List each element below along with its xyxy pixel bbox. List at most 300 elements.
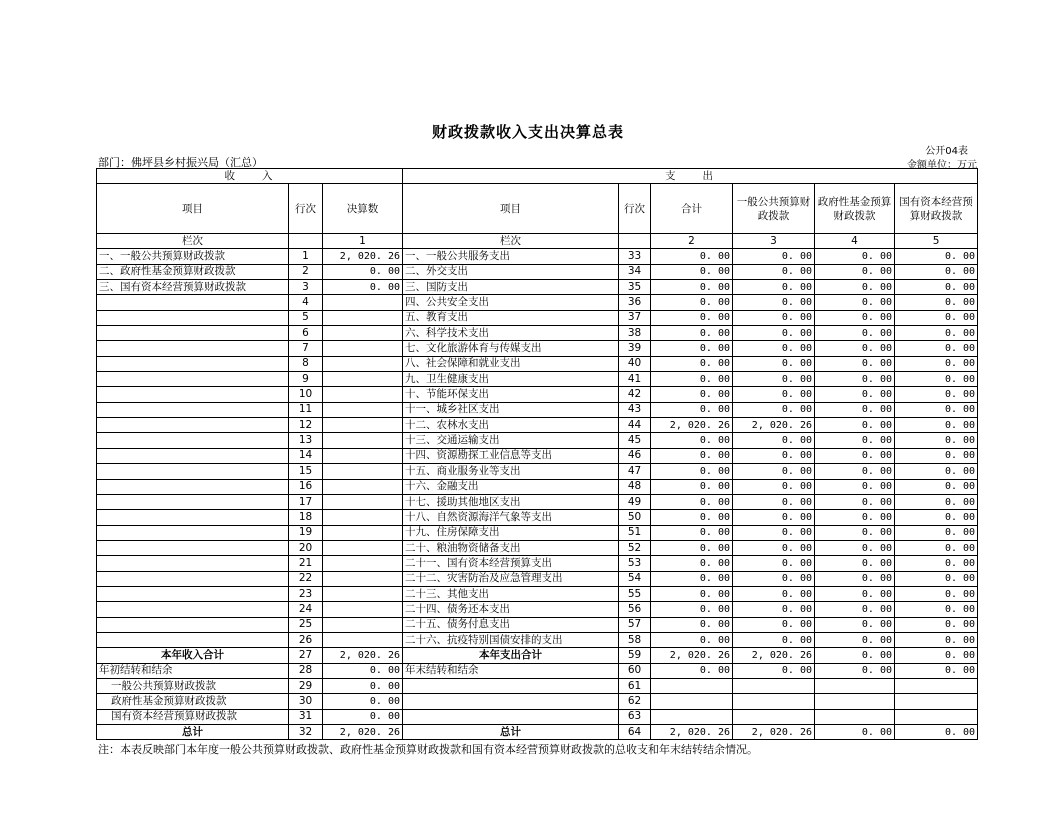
expense-general: 0. 00: [733, 632, 815, 647]
expense-line: 56: [619, 602, 651, 617]
income-line: 25: [289, 617, 323, 632]
expense-general: 0. 00: [733, 556, 815, 571]
expense-total: 0. 00: [651, 617, 733, 632]
income-value: [323, 540, 403, 555]
table-row: [97, 617, 978, 632]
expense-item: 十五、商业服务业等支出: [403, 464, 619, 479]
expense-line: 35: [619, 280, 651, 295]
form-code: 公开04表: [925, 146, 968, 157]
expense-total: 0. 00: [651, 280, 733, 295]
expense-line: 44: [619, 418, 651, 433]
table-row: [97, 326, 978, 341]
empty-cell: [403, 694, 619, 709]
income-value: 2, 020. 26: [323, 249, 403, 264]
income-value: [323, 556, 403, 571]
sub-row: [97, 694, 978, 709]
expense-line: 46: [619, 448, 651, 463]
income-section-title: 收 入: [97, 169, 403, 184]
table-row: [97, 356, 978, 371]
income-line: 27: [289, 648, 323, 663]
expense-line: 63: [619, 709, 651, 724]
expense-item: 二十、粮油物资储备支出: [403, 540, 619, 555]
expense-line: 48: [619, 479, 651, 494]
income-item: [97, 586, 289, 601]
expense-line: 41: [619, 372, 651, 387]
income-line: 19: [289, 525, 323, 540]
income-sub-label: 一般公共预算财政拨款: [97, 678, 289, 693]
table-row: [97, 341, 978, 356]
expense-fund: 0. 00: [815, 525, 895, 540]
expense-line: 36: [619, 295, 651, 310]
income-line: 2: [289, 264, 323, 279]
table-row: [97, 494, 978, 509]
expense-item: 十七、援助其他地区支出: [403, 494, 619, 509]
income-item: [97, 295, 289, 310]
income-line: 20: [289, 540, 323, 555]
expense-general: 0. 00: [733, 586, 815, 601]
income-line: 23: [289, 586, 323, 601]
income-item: [97, 433, 289, 448]
expense-item: 六、科学技术支出: [403, 326, 619, 341]
expense-general: 0. 00: [733, 464, 815, 479]
expense-item: 十、节能环保支出: [403, 387, 619, 402]
expense-state: 0. 00: [895, 402, 978, 417]
expense-general: 0. 00: [733, 602, 815, 617]
col-label2: 栏次: [403, 234, 619, 249]
sub-row: [97, 678, 978, 693]
income-value: [323, 479, 403, 494]
expense-label: 本年支出合计: [403, 648, 619, 663]
expense-item: 四、公共安全支出: [403, 295, 619, 310]
income-value: 0. 00: [323, 264, 403, 279]
expense-total: 0. 00: [651, 448, 733, 463]
income-sub-label: 国有资本经营预算财政拨款: [97, 709, 289, 724]
expense-state: 0. 00: [895, 494, 978, 509]
expense-line: 49: [619, 494, 651, 509]
income-value: [323, 433, 403, 448]
expense-general: 0. 00: [733, 387, 815, 402]
income-label: 本年收入合计: [97, 648, 289, 663]
empty-cell: [733, 694, 815, 709]
income-line: 21: [289, 556, 323, 571]
expense-line: 60: [619, 663, 651, 678]
header-line: 行次: [289, 184, 323, 234]
table-row: [97, 418, 978, 433]
budget-table: [96, 168, 978, 740]
expense-total: 0. 00: [651, 295, 733, 310]
expense-fund: 0. 00: [815, 725, 895, 740]
expense-total: 0. 00: [651, 387, 733, 402]
unit-label: 金额单位：万元: [907, 160, 977, 171]
income-item: 一、一般公共预算财政拨款: [97, 249, 289, 264]
income-value: [323, 402, 403, 417]
expense-fund: 0. 00: [815, 372, 895, 387]
expense-state: 0. 00: [895, 540, 978, 555]
income-item: [97, 479, 289, 494]
income-line: 1: [289, 249, 323, 264]
table-row: [97, 586, 978, 601]
income-line: 7: [289, 341, 323, 356]
expense-total: 0. 00: [651, 540, 733, 555]
income-item: [97, 356, 289, 371]
expense-fund: 0. 00: [815, 280, 895, 295]
income-label: 年初结转和结余: [97, 663, 289, 678]
expense-total: 0. 00: [651, 464, 733, 479]
expense-general: 0. 00: [733, 310, 815, 325]
expense-total: 0. 00: [651, 556, 733, 571]
expense-fund: 0. 00: [815, 264, 895, 279]
expense-fund: 0. 00: [815, 510, 895, 525]
expense-state: 0. 00: [895, 510, 978, 525]
empty-cell: [403, 678, 619, 693]
expense-line: 52: [619, 540, 651, 555]
expense-line: 53: [619, 556, 651, 571]
income-value: [323, 341, 403, 356]
empty-cell: [815, 709, 895, 724]
expense-item: 三、国防支出: [403, 280, 619, 295]
expense-general: 0. 00: [733, 479, 815, 494]
expense-line: 45: [619, 433, 651, 448]
expense-fund: 0. 00: [815, 356, 895, 371]
income-item: [97, 387, 289, 402]
income-item: [97, 341, 289, 356]
empty-cell: [651, 678, 733, 693]
income-line: 26: [289, 632, 323, 647]
expense-line: 54: [619, 571, 651, 586]
expense-general: 0. 00: [733, 249, 815, 264]
expense-state: 0. 00: [895, 295, 978, 310]
expense-state: 0. 00: [895, 341, 978, 356]
table-row: [97, 264, 978, 279]
expense-item: 十四、资源勘探工业信息等支出: [403, 448, 619, 463]
header-fund: 政府性基金预算财政拨款: [815, 184, 895, 234]
col-num-2: 2: [651, 234, 733, 249]
expense-item: 二十六、抗疫特别国债安排的支出: [403, 632, 619, 647]
income-value: [323, 356, 403, 371]
table-row: [97, 479, 978, 494]
expense-total: 0. 00: [651, 372, 733, 387]
expense-general: 0. 00: [733, 356, 815, 371]
expense-general: 0. 00: [733, 540, 815, 555]
table-row: [97, 402, 978, 417]
expense-item: 八、社会保障和就业支出: [403, 356, 619, 371]
expense-total: 2, 020. 26: [651, 648, 733, 663]
expense-item: 二、外交支出: [403, 264, 619, 279]
expense-state: 0. 00: [895, 310, 978, 325]
expense-fund: 0. 00: [815, 448, 895, 463]
income-line: 3: [289, 280, 323, 295]
expense-general: 0. 00: [733, 264, 815, 279]
expense-state: 0. 00: [895, 525, 978, 540]
header-state: 国有资本经营预算财政拨款: [895, 184, 978, 234]
expense-general: 0. 00: [733, 341, 815, 356]
expense-state: 0. 00: [895, 280, 978, 295]
income-line: 5: [289, 310, 323, 325]
column-number-row: [97, 234, 978, 249]
income-line: 30: [289, 694, 323, 709]
income-line: 9: [289, 372, 323, 387]
expense-state: 0. 00: [895, 632, 978, 647]
expense-general: 0. 00: [733, 372, 815, 387]
col-num-1: 1: [323, 234, 403, 249]
expense-fund: 0. 00: [815, 586, 895, 601]
expense-state: 0. 00: [895, 448, 978, 463]
table-row: [97, 540, 978, 555]
expense-item: 十一、城乡社区支出: [403, 402, 619, 417]
table-row: [97, 387, 978, 402]
expense-fund: 0. 00: [815, 540, 895, 555]
expense-item: 十三、交通运输支出: [403, 433, 619, 448]
col-num-3: 3: [733, 234, 815, 249]
header-line2: 行次: [619, 184, 651, 234]
expense-general: 0. 00: [733, 280, 815, 295]
expense-line: 39: [619, 341, 651, 356]
expense-item: 一、一般公共服务支出: [403, 249, 619, 264]
income-line: 12: [289, 418, 323, 433]
income-value: 2, 020. 26: [323, 725, 403, 740]
income-line: 15: [289, 464, 323, 479]
expense-item: 十二、农林水支出: [403, 418, 619, 433]
expense-total: 0. 00: [651, 586, 733, 601]
income-line: 18: [289, 510, 323, 525]
income-line: 28: [289, 663, 323, 678]
table-row: [97, 280, 978, 295]
header-item2: 项目: [403, 184, 619, 234]
table-row: [97, 525, 978, 540]
expense-line: 55: [619, 586, 651, 601]
empty-cell: [895, 694, 978, 709]
empty-cell: [651, 694, 733, 709]
expense-line: 40: [619, 356, 651, 371]
expense-total: 0. 00: [651, 310, 733, 325]
header-general: 一般公共预算财政拨款: [733, 184, 815, 234]
expense-fund: 0. 00: [815, 617, 895, 632]
expense-total: 0. 00: [651, 510, 733, 525]
grand-total-row: [97, 725, 978, 740]
expense-fund: 0. 00: [815, 310, 895, 325]
income-value: 0. 00: [323, 694, 403, 709]
sub-row: [97, 709, 978, 724]
col-num-5: 5: [895, 234, 978, 249]
expense-general: 0. 00: [733, 448, 815, 463]
income-line: 17: [289, 494, 323, 509]
expense-total: 0. 00: [651, 356, 733, 371]
expense-item: 十六、金融支出: [403, 479, 619, 494]
table-row: [97, 310, 978, 325]
income-item: [97, 402, 289, 417]
income-item: [97, 602, 289, 617]
expense-state: 0. 00: [895, 464, 978, 479]
income-value: [323, 448, 403, 463]
expense-state: 0. 00: [895, 249, 978, 264]
expense-line: 34: [619, 264, 651, 279]
income-item: [97, 571, 289, 586]
expense-fund: 0. 00: [815, 341, 895, 356]
expense-general: 0. 00: [733, 295, 815, 310]
income-item: [97, 494, 289, 509]
expense-line: 50: [619, 510, 651, 525]
income-item: [97, 556, 289, 571]
table-row: [97, 448, 978, 463]
expense-fund: 0. 00: [815, 433, 895, 448]
expense-total: 0. 00: [651, 326, 733, 341]
expense-general: 0. 00: [733, 663, 815, 678]
expense-item: 二十一、国有资本经营预算支出: [403, 556, 619, 571]
expense-fund: 0. 00: [815, 648, 895, 663]
income-value: [323, 418, 403, 433]
expense-total: 2, 020. 26: [651, 725, 733, 740]
expense-state: 0. 00: [895, 571, 978, 586]
expense-total: 2, 020. 26: [651, 418, 733, 433]
expense-total: 0. 00: [651, 402, 733, 417]
income-value: [323, 632, 403, 647]
expense-general: 2, 020. 26: [733, 725, 815, 740]
income-value: [323, 295, 403, 310]
income-item: [97, 310, 289, 325]
income-line: 13: [289, 433, 323, 448]
table-row: [97, 632, 978, 647]
expense-total: 0. 00: [651, 663, 733, 678]
expense-state: 0. 00: [895, 479, 978, 494]
expense-total: 0. 00: [651, 602, 733, 617]
col-num-4: 4: [815, 234, 895, 249]
expense-fund: 0. 00: [815, 663, 895, 678]
expense-general: 2, 020. 26: [733, 418, 815, 433]
income-item: [97, 632, 289, 647]
income-line: 16: [289, 479, 323, 494]
expense-state: 0. 00: [895, 356, 978, 371]
table-row: [97, 249, 978, 264]
income-item: 三、国有资本经营预算财政拨款: [97, 280, 289, 295]
expense-general: 0. 00: [733, 494, 815, 509]
expense-total: 0. 00: [651, 494, 733, 509]
income-item: 二、政府性基金预算财政拨款: [97, 264, 289, 279]
expense-label: 总计: [403, 725, 619, 740]
income-value: [323, 525, 403, 540]
income-item: [97, 540, 289, 555]
expense-total: 0. 00: [651, 341, 733, 356]
expense-general: 0. 00: [733, 433, 815, 448]
income-line: 8: [289, 356, 323, 371]
expense-total: 0. 00: [651, 264, 733, 279]
expense-label: 年末结转和结余: [403, 663, 619, 678]
footnote: 注：本表反映部门本年度一般公共预算财政拨款、政府性基金预算财政拨款和国有资本经营预算财政拨款的总收支和年末结转结余情况。: [98, 743, 758, 756]
income-item: [97, 418, 289, 433]
expense-general: 0. 00: [733, 571, 815, 586]
expense-state: 0. 00: [895, 602, 978, 617]
expense-line: 58: [619, 632, 651, 647]
income-line: 10: [289, 387, 323, 402]
expense-state: 0. 00: [895, 648, 978, 663]
expense-item: 二十五、债务付息支出: [403, 617, 619, 632]
expense-line: 43: [619, 402, 651, 417]
expense-item: 十八、自然资源海洋气象等支出: [403, 510, 619, 525]
expense-general: 0. 00: [733, 510, 815, 525]
income-label: 总计: [97, 725, 289, 740]
expense-fund: 0. 00: [815, 571, 895, 586]
expense-general: 2, 020. 26: [733, 648, 815, 663]
income-value: 0. 00: [323, 678, 403, 693]
income-value: 0. 00: [323, 709, 403, 724]
header-total: 合计: [651, 184, 733, 234]
year-total-row: [97, 648, 978, 663]
expense-item: 二十四、债务还本支出: [403, 602, 619, 617]
expense-state: 0. 00: [895, 663, 978, 678]
income-line: 29: [289, 678, 323, 693]
expense-total: 0. 00: [651, 525, 733, 540]
expense-state: 0. 00: [895, 556, 978, 571]
expense-fund: 0. 00: [815, 418, 895, 433]
income-item: [97, 464, 289, 479]
income-line: 31: [289, 709, 323, 724]
income-value: [323, 464, 403, 479]
income-item: [97, 448, 289, 463]
income-value: [323, 326, 403, 341]
income-sub-label: 政府性基金预算财政拨款: [97, 694, 289, 709]
income-line: 11: [289, 402, 323, 417]
income-value: [323, 387, 403, 402]
expense-state: 0. 00: [895, 725, 978, 740]
income-value: [323, 310, 403, 325]
expense-state: 0. 00: [895, 264, 978, 279]
expense-state: 0. 00: [895, 387, 978, 402]
expense-line: 47: [619, 464, 651, 479]
expense-item: 九、卫生健康支出: [403, 372, 619, 387]
table-row: [97, 602, 978, 617]
income-value: 0. 00: [323, 663, 403, 678]
expense-total: 0. 00: [651, 479, 733, 494]
income-value: [323, 494, 403, 509]
empty-cell: [815, 694, 895, 709]
expense-line: 64: [619, 725, 651, 740]
empty-cell: [815, 678, 895, 693]
income-line: 22: [289, 571, 323, 586]
department-label: 部门：佛坪县乡村振兴局（汇总）: [98, 156, 263, 169]
table-row: [97, 556, 978, 571]
expense-general: 0. 00: [733, 326, 815, 341]
expense-state: 0. 00: [895, 326, 978, 341]
expense-fund: 0. 00: [815, 556, 895, 571]
expense-fund: 0. 00: [815, 464, 895, 479]
expense-general: 0. 00: [733, 617, 815, 632]
income-line: 24: [289, 602, 323, 617]
income-line: 4: [289, 295, 323, 310]
balance-row: [97, 663, 978, 678]
table-row: [97, 295, 978, 310]
empty-cell: [651, 709, 733, 724]
expense-total: 0. 00: [651, 632, 733, 647]
income-value: 2, 020. 26: [323, 648, 403, 663]
expense-state: 0. 00: [895, 617, 978, 632]
income-item: [97, 525, 289, 540]
expense-item: 十九、住房保障支出: [403, 525, 619, 540]
expense-fund: 0. 00: [815, 387, 895, 402]
section-header-row: [97, 169, 978, 184]
expense-item: 七、文化旅游体育与传媒支出: [403, 341, 619, 356]
income-item: [97, 510, 289, 525]
expense-line: 62: [619, 694, 651, 709]
table-row: [97, 372, 978, 387]
income-value: [323, 602, 403, 617]
expense-state: 0. 00: [895, 372, 978, 387]
income-item: [97, 326, 289, 341]
expense-fund: 0. 00: [815, 479, 895, 494]
expense-fund: 0. 00: [815, 249, 895, 264]
expense-line: 38: [619, 326, 651, 341]
header-item: 项目: [97, 184, 289, 234]
expense-state: 0. 00: [895, 433, 978, 448]
empty-cell: [403, 709, 619, 724]
